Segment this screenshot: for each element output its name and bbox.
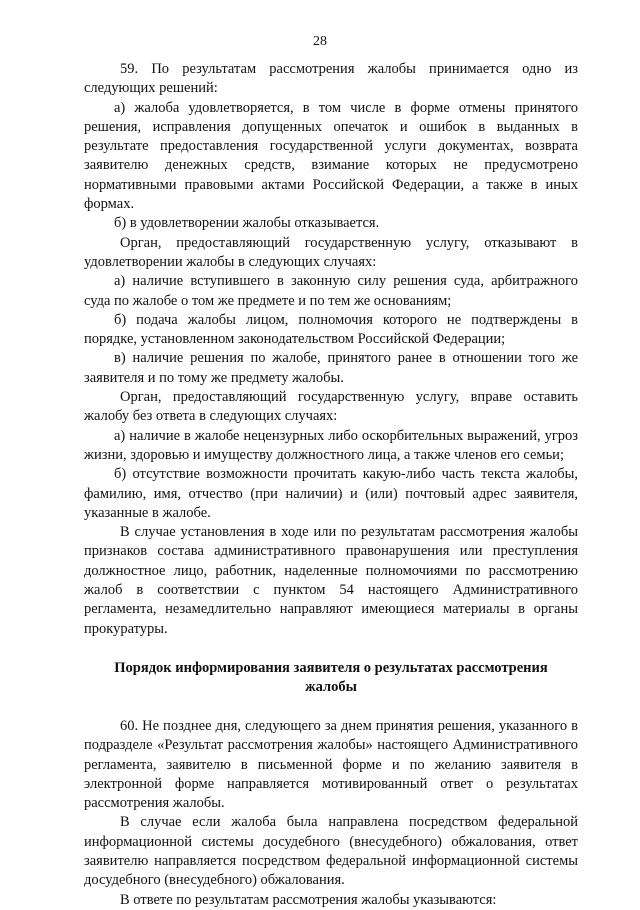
decision-item-a: а) жалоба удовлетворяется, в том числе в форме отмены принятого решения, исправления допущенных опечаток и ошибок в выданных в результате предоставления государственной услуги документах, возврата заявителю денежных средств, взимание которых не предусмотрено нормативными правовыми актами Российской Федерации, а также в иных формах. bbox=[84, 99, 578, 213]
section-heading: Порядок информирования заявителя о результатах рассмотрения жалобы bbox=[114, 659, 548, 695]
response-contents-intro: В ответе по результатам рассмотрения жалобы указываются: bbox=[120, 891, 497, 908]
refusal-item-a: а) наличие вступившего в законную силу решения суда, арбитражного суда по жалобе о том же предмете и по тем же основаниям; bbox=[84, 273, 578, 309]
no-answer-intro: Орган, предоставляющий государственную услугу, вправе оставить жалобу без ответа в следующих случаях: bbox=[84, 389, 578, 425]
prosecution-paragraph: В случае установления в ходе или по результатам рассмотрения жалобы признаков состава административного правонарушения или преступления должностное лицо, работник, наделенные полномочиями по рассмотрению жалоб в соответствии с пунктом 54 настоящего Административного регламента, незамедлительно направляют имеющиеся материалы в органы прокуратуры. bbox=[84, 524, 578, 637]
document-body bbox=[84, 60, 578, 910]
paragraph-60: 60. Не позднее дня, следующего за днем принятия решения, указанного в подразделе «Результат рассмотрения жалобы» настоящего Административного регламента, заявителю в письменной форме и по желанию заявителя в электронной форме направляется мотивированный ответ о результатах рассмотрения жалобы. bbox=[84, 717, 578, 812]
decision-item-b: б) в удовлетворении жалобы отказывается. bbox=[114, 215, 380, 232]
refusal-item-b: б) подача жалобы лицом, полномочия которого не подтверждены в порядке, установленном законодательством Российской Федерации; bbox=[84, 311, 578, 348]
paragraph-59: 59. По результатам рассмотрения жалобы принимается одно из следующих решений: bbox=[84, 61, 578, 97]
federal-system-paragraph: В случае если жалоба была направлена посредством федеральной информационной системы досудебного (внесудебного) обжалования, ответ заявителю направляется посредством федеральной информационной системы досудебного (внесудебного) обжалования. bbox=[84, 814, 578, 889]
refusal-intro: Орган, предоставляющий государственную услугу, отказывают в удовлетворении жалобы в следующих случаях: bbox=[84, 234, 578, 270]
no-answer-item-a: а) наличие в жалобе нецензурных либо оскорбительных выражений, угроз жизни, здоровью и имуществу должностного лица, а также членов его семьи; bbox=[84, 427, 578, 463]
page-number: 28 bbox=[313, 34, 327, 49]
refusal-item-c: в) наличие решения по жалобе, принятого ранее в отношении того же заявителя и по тому же предмету жалобы. bbox=[84, 350, 578, 386]
no-answer-item-b: б) отсутствие возможности прочитать какую-либо часть текста жалобы, фамилию, имя, отчество (при наличии) и (или) почтовый адрес заявителя, указанные в жалобе. bbox=[84, 466, 578, 521]
